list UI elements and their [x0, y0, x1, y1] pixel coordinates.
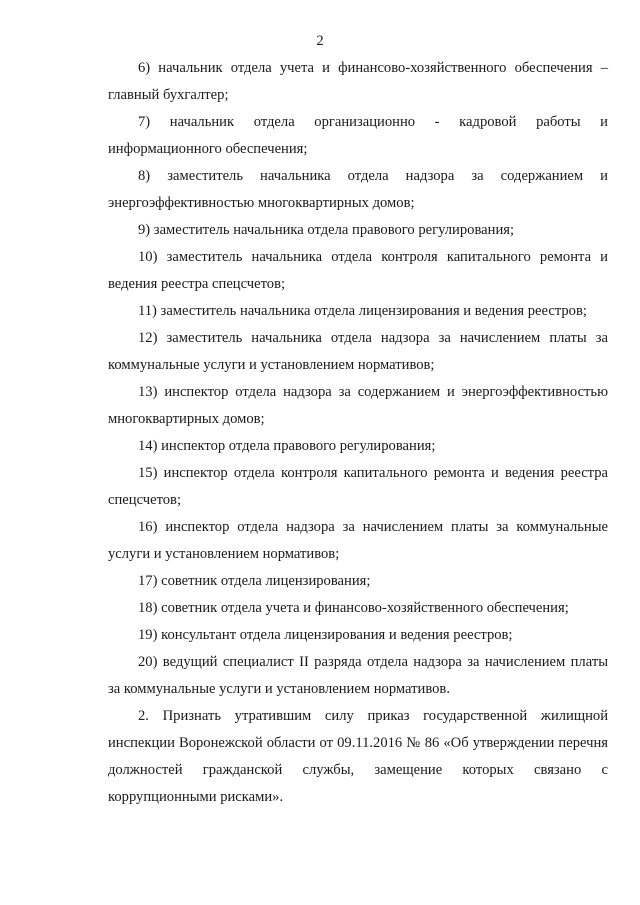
- list-item-10: 10) заместитель начальника отдела контроля капитального ремонта и ведения реестра спецсчетов;: [108, 249, 608, 292]
- list-item-17: 17) советник отдела лицензирования;: [138, 573, 371, 589]
- list-item-8: 8) заместитель начальника отдела надзора за содержанием и энергоэффективностью многоквартирных домов;: [108, 168, 608, 211]
- list-item-15: 15) инспектор отдела контроля капитального ремонта и ведения реестра спецсчетов;: [108, 465, 608, 508]
- list-item-18: 18) советник отдела учета и финансово-хозяйственного обеспечения;: [138, 600, 569, 616]
- list-item-12: 12) заместитель начальника отдела надзора за начислением платы за коммунальные услуги и установлением нормативов;: [108, 330, 608, 373]
- list-item-11: 11) заместитель начальника отдела лицензирования и ведения реестров;: [138, 303, 587, 319]
- list-item-6: 6) начальник отдела учета и финансово-хозяйственного обеспечения – главный бухгалтер;: [108, 60, 608, 103]
- list-item-7: 7) начальник отдела организационно - кадровой работы и информационного обеспечения;: [108, 114, 608, 157]
- clause-2: 2. Признать утратившим силу приказ государственной жилищной инспекции Воронежской области от 09.11.2016 № 86 «Об утверждении перечня должностей гражданской службы, замещение которых связано с коррупционными рисками».: [108, 708, 608, 805]
- list-item-9: 9) заместитель начальника отдела правового регулирования;: [138, 222, 515, 238]
- list-item-16: 16) инспектор отдела надзора за начислением платы за коммунальные услуги и установлением нормативов;: [108, 519, 608, 562]
- list-item-13: 13) инспектор отдела надзора за содержанием и энергоэффективностью многоквартирных домов;: [108, 384, 608, 427]
- page-number: 2: [316, 33, 324, 49]
- document-body: [108, 55, 608, 811]
- list-item-14: 14) инспектор отдела правового регулирования;: [138, 438, 436, 454]
- list-item-20: 20) ведущий специалист II разряда отдела надзора за начислением платы за коммунальные услуги и установлением нормативов.: [108, 654, 608, 697]
- list-item-19: 19) консультант отдела лицензирования и ведения реестров;: [138, 627, 513, 643]
